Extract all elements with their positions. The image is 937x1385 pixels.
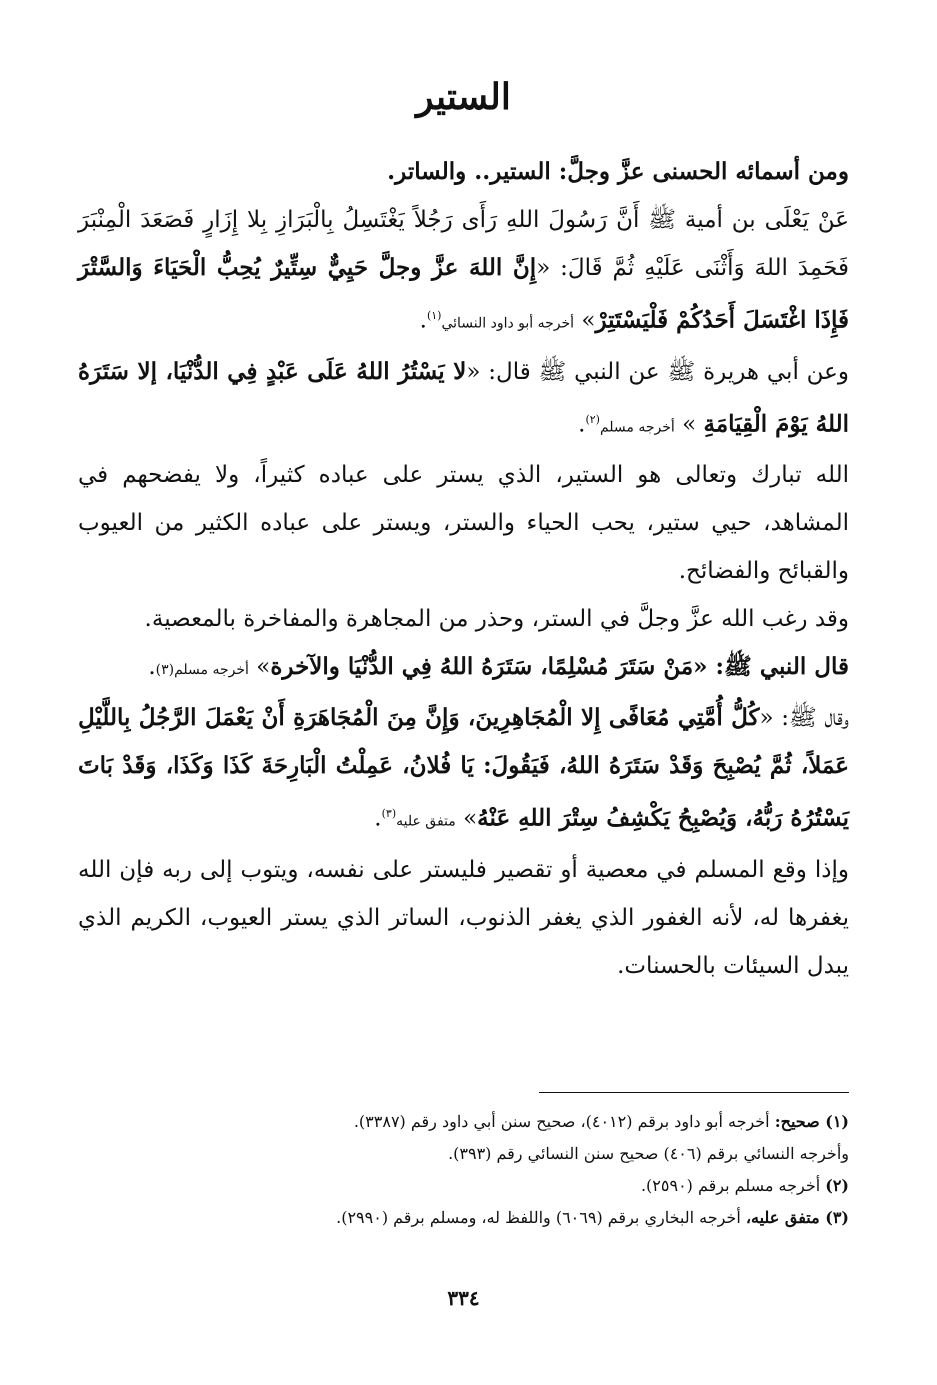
footnote-1: [78, 1106, 849, 1138]
page-title: الستير: [416, 76, 511, 118]
hadith-4-footnote-marker: (٣): [381, 807, 397, 821]
hadith-1-close: »: [581, 307, 596, 334]
hadith-3-reference: أخرجه مسلم: [174, 662, 249, 679]
hadith-1-reference: أخرجه أبو داود النسائي: [441, 315, 575, 332]
hadith-3-footnote-marker: (٣): [155, 662, 175, 679]
footnote-2: [78, 1170, 849, 1202]
hadith-1-lead: عَنْ يَعْلَى بن أمية ﷺ أَنَّ رَسُولَ اللهِ رَأَى رَجُلاً يَغْتَسِلُ بِالْبَرَازِ بِلا إِزَارٍ فَصَعَدَ الْمِنْبَرَ فَحَمِدَ اللهَ وَأَثْنَى عَلَيْهِ ثُمَّ قَالَ: «: [78, 207, 849, 281]
hadith-3-quote: مَنْ سَتَرَ مُسْلِمًا، سَتَرَهُ اللهُ فِي الدُّنْيَا والآخرة: [270, 653, 694, 681]
hadith-3-close: »: [256, 654, 271, 681]
footnote-label: (٣) متفق عليه،: [745, 1208, 849, 1227]
footnote-text: وأخرجه النسائي برقم (٤٠٦) صحيح سنن النسائي رقم (٣٩٣).: [448, 1144, 849, 1163]
page-number: ٣٣٤: [447, 1286, 480, 1310]
explanation-paragraph-1: الله تبارك وتعالى هو الستير، الذي يستر على عباده كثيراً، ولا يفضحهم في المشاهد، حيي ستير، يحب الحياء والستر، ويستر على عباده الكثير من العيوب والقبائح والفضائح.: [78, 462, 849, 585]
hadith-paragraph-3: قال النبي ﷺ: «مَنْ سَتَرَ مُسْلِمًا، سَتَرَهُ اللهُ فِي الدُّنْيَا والآخرة» أخرجه مسلم(٣).: [148, 653, 849, 681]
explanation-paragraph-2: وقد رغب الله عزَّ وجلَّ في الستر، وحذر من المجاهرة والمفاخرة بالمعصية.: [144, 606, 849, 633]
hadith-4-lead: وقال ﷺ: «: [759, 705, 850, 732]
hadith-paragraph-2: وعن أبي هريرة ﷺ عن النبي ﷺ قال: «لا يَسْتُرُ اللهُ عَلَى عَبْدٍ فِي الدُّنْيَا، إلا سَتَرَهُ اللهُ يَوْمَ الْقِيَامَةِ » أخرجه مسلم$^{(٢)}$.: [78, 357, 849, 438]
hadith-paragraph-1: عَنْ يَعْلَى بن أمية ﷺ أَنَّ رَسُولَ اللهِ رَأَى رَجُلاً يَغْتَسِلُ بِالْبَرَازِ بِلا إِزَارٍ فَصَعَدَ الْمِنْبَرَ فَحَمِدَ اللهَ وَأَثْنَى عَلَيْهِ ثُمَّ قَالَ: «إِنَّ اللهَ عزَّ وجلَّ حَيِيٌّ سِتِّيرٌ يُحِبُّ الْحَيَاءَ وَالسَّتْرَ فَإِذَا اغْتَسَلَ أَحَدُكُمْ فَلْيَسْتَتِرْ» أخرجه أبو داود النسائي$^{(١)}$.: [78, 207, 849, 334]
hadith-1-footnote-marker: (١): [426, 309, 442, 322]
hadith-4-close: »: [463, 805, 478, 832]
intro-paragraph: ومن أسمائه الحسنى عزَّ وجلَّ: الستير.. والساتر.: [387, 158, 849, 185]
page-body: [78, 148, 849, 990]
footnote-label: (٢): [825, 1176, 849, 1195]
footnote-1-continued: [78, 1138, 849, 1170]
footnote-label: (١) صحيح:: [774, 1112, 849, 1131]
hadith-paragraph-4: وقال ﷺ: «كُلُّ أُمَّتِي مُعَافًى إِلا الْمُجَاهِرِينَ، وَإِنَّ مِنَ الْمُجَاهَرَةِ أَنْ يَعْمَلَ الرَّجُلُ بِاللَّيْلِ عَمَلاً، ثُمَّ يُصْبِحَ وَقَدْ سَتَرَهُ اللهُ، فَيَقُولَ: يَا فُلانُ، عَمِلْتُ الْبَارِحَةَ كَذَا وَكَذَا، وَقَدْ بَاتَ يَسْتُرُهُ رَبُّهُ، وَيُصْبِحُ يَكْشِفُ سِتْرَ اللهِ عَنْهُ» متفق عليه$^{(٣)}$.: [78, 704, 850, 832]
footnote-text: أخرجه أبو داود برقم (٤٠١٢)، صحيح سنن أبي داود رقم (٣٣٨٧).: [353, 1112, 775, 1131]
footnotes: [78, 1106, 849, 1234]
hadith-2-footnote-marker: (٢): [585, 412, 600, 426]
footnote-3: [78, 1202, 849, 1234]
hadith-2-lead: وعن أبي هريرة ﷺ عن النبي ﷺ قال: «: [466, 358, 849, 385]
hadith-2-quote: لا يَسْتُرُ اللهُ عَلَى عَبْدٍ فِي الدُّنْيَا، إلا سَتَرَهُ اللهُ يَوْمَ الْقِيَامَةِ: [78, 357, 849, 438]
hadith-2-reference: أخرجه مسلم: [599, 419, 675, 436]
footnote-text: أخرجه مسلم برقم (٢٥٩٠).: [640, 1176, 826, 1195]
hadith-2-close: »: [682, 411, 697, 438]
hadith-3-lead: قال النبي ﷺ: «: [693, 653, 849, 681]
footnote-text: أخرجه البخاري برقم (٦٠٦٩) واللفظ له، ومسلم برقم (٢٩٩٠).: [336, 1208, 746, 1227]
explanation-paragraph-3: وإذا وقع المسلم في معصية أو تقصير فليستر على نفسه، ويتوب إلى ربه فإن الله يغفرها له، لأنه الغفور الذي يغفر الذنوب، الساتر الذي يستر العيوب، الكريم الذي يبدل السيئات بالحسنات.: [78, 856, 849, 979]
hadith-4-reference: متفق عليه: [396, 813, 456, 830]
hadith-4-quote: كُلُّ أُمَّتِي مُعَافًى إِلا الْمُجَاهِرِينَ، وَإِنَّ مِنَ الْمُجَاهَرَةِ أَنْ يَعْمَلَ الرَّجُلُ بِاللَّيْلِ عَمَلاً، ثُمَّ يُصْبِحَ وَقَدْ سَتَرَهُ اللهُ، فَيَقُولَ: يَا فُلانُ، عَمِلْتُ الْبَارِحَةَ كَذَا وَكَذَا، وَقَدْ بَاتَ يَسْتُرُهُ رَبُّهُ، وَيُصْبِحُ يَكْشِفُ سِتْرَ اللهِ عَنْهُ: [78, 704, 849, 832]
book-page: [78, 0, 849, 1385]
footnote-divider: [539, 1092, 849, 1093]
hadith-1-quote: إِنَّ اللهَ عزَّ وجلَّ حَيِيٌّ سِتِّيرٌ يُحِبُّ الْحَيَاءَ وَالسَّتْرَ فَإِذَا اغْتَسَلَ أَحَدُكُمْ فَلْيَسْتَتِرْ: [78, 254, 849, 334]
